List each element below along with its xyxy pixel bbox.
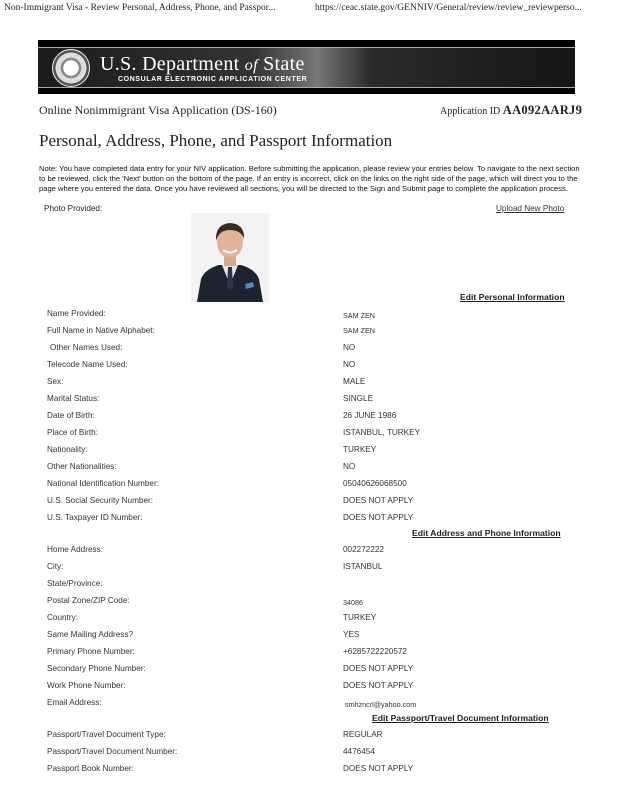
row-value-city: ISTANBUL [343,562,383,571]
row-value-taxpayer-id: DOES NOT APPLY [343,513,414,522]
row-value-native-name: SAM ZEN [343,326,375,335]
applicant-photo-illustration [191,213,269,302]
page-title: Personal, Address, Phone, and Passport Information [39,131,393,150]
dept-of: of [244,57,258,74]
applicant-photo [191,213,269,302]
row-label-telecode: Telecode Name Used: [47,360,128,369]
row-value-date-of-birth: 26 JUNE 1986 [343,411,397,420]
dept-suffix: State [257,53,305,75]
row-value-country: TURKEY [343,613,377,622]
row-label-ssn: U.S. Social Security Number: [47,496,154,505]
state-seal-icon [52,49,90,87]
row-value-other-names: NO [343,343,356,352]
row-label-email: Email Address: [47,698,102,707]
row-value-home-address: 002272222 [343,545,384,554]
row-label-primary-phone: Primary Phone Number: [47,647,135,656]
upload-new-photo-link[interactable]: Upload New Photo [496,204,565,213]
row-label-national-id: National Identification Number: [47,479,159,488]
row-value-marital-status: SINGLE [343,394,374,403]
row-label-place-of-birth: Place of Birth: [47,428,98,437]
review-note: Note: You have completed data entry for your NIV application. Before submitting the application, please review your entries below. To navigate to the next section to be reviewed, click the 'Next' button on the bottom of the page. If an entry is incorrect, click on the links on the right side of the page, which will direct you to the page where you entered the data. Once you have reviewed all sections, you will be directed to the Sign and Submit page to complete the application process. [39,164,580,193]
row-label-other-nationalities: Other Nationalities: [47,462,117,471]
edit-personal-information-link[interactable]: Edit Personal Information [460,292,565,302]
row-label-state: State/Province: [47,579,103,588]
row-value-place-of-birth: ISTANBUL, TURKEY [343,428,421,437]
row-label-same-mailing: Same Mailing Address? [47,630,134,639]
application-id [440,103,582,118]
row-value-telecode: NO [343,360,356,369]
application-name: Online Nonimmigrant Visa Application (DS-160) [39,103,277,117]
row-label-native-name: Full Name in Native Alphabet: [47,326,155,335]
row-value-sex: MALE [343,377,366,386]
row-value-secondary-phone: DOES NOT APPLY [343,664,414,673]
edit-address-phone-information-link[interactable]: Edit Address and Phone Information [412,528,561,538]
row-label-country: Country: [47,613,78,622]
row-label-secondary-phone: Secondary Phone Number: [47,664,146,673]
row-label-passport-book: Passport Book Number: [47,764,134,773]
dept-prefix: U.S. Department [100,53,245,75]
browser-page-title: Non-Immigrant Visa - Review Personal, Address, Phone, and Passpor... [4,3,276,13]
row-value-passport-number: 4476454 [343,747,375,756]
row-label-passport-number: Passport/Travel Document Number: [47,747,178,756]
row-label-other-names: Other Names Used: [50,343,123,352]
department-name [100,53,305,76]
row-label-passport-type: Passport/Travel Document Type: [47,730,166,739]
row-label-date-of-birth: Date of Birth: [47,411,95,420]
photo-provided-label: Photo Provided: [44,204,103,213]
row-label-work-phone: Work Phone Number: [47,681,126,690]
row-label-marital-status: Marital Status: [47,394,100,403]
row-label-postal-code: Postal Zone/ZIP Code: [47,596,130,605]
application-id-label: Application ID [440,106,503,117]
row-value-postal-code: 34086 [343,598,363,607]
browser-url[interactable]: https://ceac.state.gov/GENNIV/General/review/review_reviewperso... [315,3,582,13]
row-label-sex: Sex: [47,377,64,386]
consular-center-name: CONSULAR ELECTRONIC APPLICATION CENTER [118,76,308,83]
row-label-city: City: [47,562,64,571]
banner-top-rule [38,40,575,48]
row-label-nationality: Nationality: [47,445,88,454]
row-value-ssn: DOES NOT APPLY [343,496,414,505]
browser-header [0,0,631,16]
state-department-banner [38,40,575,94]
row-value-passport-book: DOES NOT APPLY [343,764,414,773]
row-value-passport-type: REGULAR [343,730,383,739]
row-label-home-address: Home Address: [47,545,103,554]
row-value-national-id: 05040626068500 [343,479,407,488]
row-value-primary-phone: +6285722220572 [343,647,407,656]
row-value-other-nationalities: NO [343,462,356,471]
row-label-taxpayer-id: U.S. Taxpayer ID Number: [47,513,143,522]
row-value-same-mailing: YES [343,630,360,639]
banner-bottom-rule [38,87,575,94]
row-value-email: smhzncrl@yahoo.com [345,700,417,709]
edit-passport-information-link[interactable]: Edit Passport/Travel Document Information [372,713,549,723]
row-value-nationality: TURKEY [343,445,377,454]
row-label-name-provided: Name Provided: [47,309,106,318]
application-id-value: AA092AARJ9 [502,103,583,117]
row-value-name-provided: SAM ZEN [343,311,375,320]
row-value-work-phone: DOES NOT APPLY [343,681,414,690]
